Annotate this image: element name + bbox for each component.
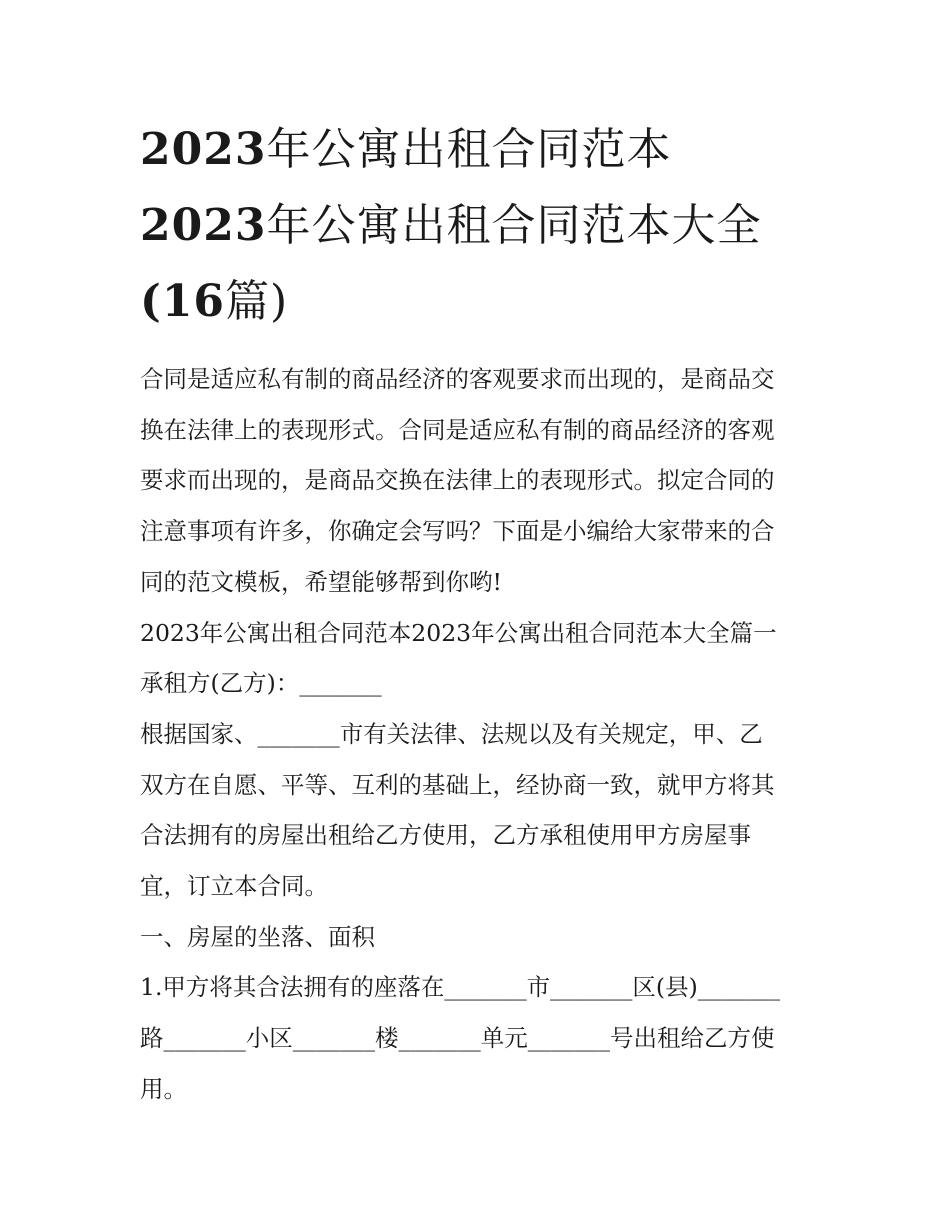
text-line: 2023年公寓出租合同范本2023年公寓出租合同范本大全篇一 (140, 618, 777, 647)
text-line: 换在法律上的表现形式。合同是适应私有制的商品经济的客观 (140, 415, 775, 444)
text-line: 承租方(乙方)：_______ (140, 669, 382, 698)
text-line: 根据国家、_______市有关法律、法规以及有关规定，甲、乙 (140, 719, 763, 748)
title-line-2-number: 2023 (140, 200, 267, 251)
text-line: 要求而出现的，是商品交换在法律上的表现形式。拟定合同的 (140, 466, 775, 495)
document-title (140, 112, 820, 340)
text-line: 用。 (140, 1074, 187, 1103)
text-line: 合同是适应私有制的商品经济的客观要求而出现的，是商品交 (140, 365, 775, 393)
text-line: 双方在自愿、平等、互利的基础上，经协商一致，就甲方将其 (140, 770, 775, 799)
title-line-3 (140, 264, 820, 340)
title-line-3-text: 篇) (225, 276, 289, 327)
text-line: 合法拥有的房屋出租给乙方使用，乙方承租使用甲方房屋事 (140, 821, 751, 850)
document-page (140, 112, 820, 1115)
title-line-2 (140, 188, 820, 264)
text-line: 1.甲方将其合法拥有的座落在_______市_______区(县)_______ (140, 973, 781, 1002)
text-line: 同的范文模板，希望能够帮到你哟! (140, 567, 502, 596)
title-line-1 (140, 112, 820, 188)
title-line-3-number: (16 (140, 276, 226, 327)
document-body (140, 354, 820, 1115)
text-line: 路_______小区_______楼_______单元_______号出租给乙方使 (140, 1024, 775, 1053)
text-line: 注意事项有许多，你确定会写吗？下面是小编给大家带来的合 (140, 517, 775, 546)
section-heading: 一、房屋的坐落、面积 (140, 922, 375, 951)
title-line-1-number: 2023 (140, 124, 267, 175)
title-line-1-text: 年公寓出租合同范本 (266, 124, 672, 175)
text-line: 宜，订立本合同。 (140, 872, 328, 901)
title-line-2-text: 年公寓出租合同范本大全 (266, 200, 762, 251)
